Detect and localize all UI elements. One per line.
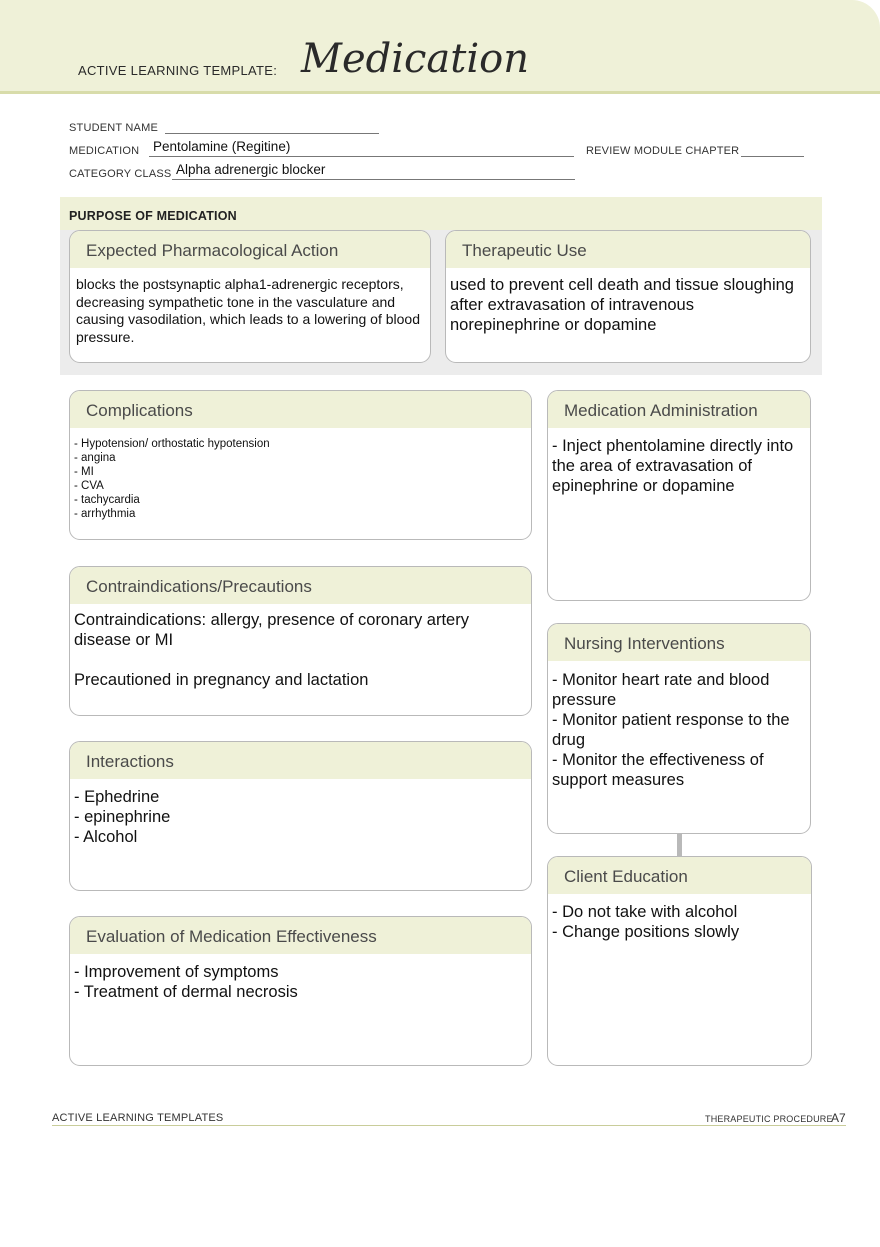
- interactions-title: Interactions: [70, 742, 531, 779]
- contraindications-card: [69, 566, 532, 716]
- expected-action-text[interactable]: blocks the postsynaptic alpha1-adrenergic receptors, decreasing sympathetic tone in the vasculature and causing vasodilation, which leads to a lowering of blood pressure.: [76, 276, 420, 345]
- category-class-value[interactable]: Alpha adrenergic blocker: [176, 162, 326, 177]
- administration-card: [547, 390, 811, 601]
- review-module-line: [741, 156, 804, 157]
- template-label: ACTIVE LEARNING TEMPLATE:: [78, 63, 278, 78]
- medication-value[interactable]: Pentolamine (Regitine): [153, 139, 291, 154]
- complications-title: Complications: [70, 391, 531, 428]
- student-name-label: STUDENT NAME: [69, 122, 158, 134]
- review-module-label: REVIEW MODULE CHAPTER: [586, 145, 740, 157]
- client-education-card: [547, 856, 812, 1066]
- evaluation-card: [69, 916, 532, 1066]
- student-name-line: [165, 133, 379, 134]
- therapeutic-use-title: Therapeutic Use: [446, 231, 810, 268]
- page-title: Medication: [301, 36, 529, 82]
- administration-text[interactable]: - Inject phentolamine directly into the area of extravasation of epinephrine or dopamine: [552, 437, 794, 495]
- nursing-interventions-title: Nursing Interventions: [548, 624, 810, 661]
- evaluation-title: Evaluation of Medication Effectiveness: [70, 917, 531, 954]
- nursing-interventions-text[interactable]: - Monitor heart rate and blood pressure - Monitor patient response to the drug - Monitor the effectiveness of support measures: [552, 671, 790, 789]
- page-number: A7: [831, 1111, 846, 1125]
- purpose-title: PURPOSE OF MEDICATION: [69, 209, 237, 223]
- complications-card: [69, 390, 532, 540]
- interactions-card: [69, 741, 532, 891]
- therapeutic-use-text[interactable]: used to prevent cell death and tissue sloughing after extravasation of intravenous norepinephrine or dopamine: [450, 276, 794, 334]
- administration-title: Medication Administration: [548, 391, 810, 428]
- footer-section-label: THERAPEUTIC PROCEDURE: [705, 1114, 833, 1124]
- therapeutic-use-card: [445, 230, 811, 363]
- contraindications-title: Contraindications/Precautions: [70, 567, 531, 604]
- category-class-label: CATEGORY CLASS: [69, 168, 172, 180]
- header-divider: [0, 91, 880, 94]
- client-education-text[interactable]: - Do not take with alcohol - Change positions slowly: [552, 903, 740, 941]
- expected-action-title: Expected Pharmacological Action: [70, 231, 430, 268]
- footer-divider: [52, 1125, 846, 1126]
- medication-line: [149, 156, 574, 157]
- card-connector: [677, 833, 682, 856]
- complications-text[interactable]: - Hypotension/ orthostatic hypotension - angina - MI - CVA - tachycardia - arrhythmia: [74, 438, 270, 520]
- category-class-line: [172, 179, 575, 180]
- medication-label: MEDICATION: [69, 145, 140, 157]
- client-education-title: Client Education: [548, 857, 811, 894]
- expected-action-card: [69, 230, 431, 363]
- footer-left-label: ACTIVE LEARNING TEMPLATES: [52, 1112, 224, 1124]
- nursing-interventions-card: [547, 623, 811, 834]
- contraindications-text[interactable]: Contraindications: allergy, presence of coronary artery disease or MI Precautioned in pregnancy and lactation: [74, 611, 469, 689]
- evaluation-text[interactable]: - Improvement of symptoms - Treatment of dermal necrosis: [74, 963, 298, 1001]
- interactions-text[interactable]: - Ephedrine - epinephrine - Alcohol: [74, 788, 171, 846]
